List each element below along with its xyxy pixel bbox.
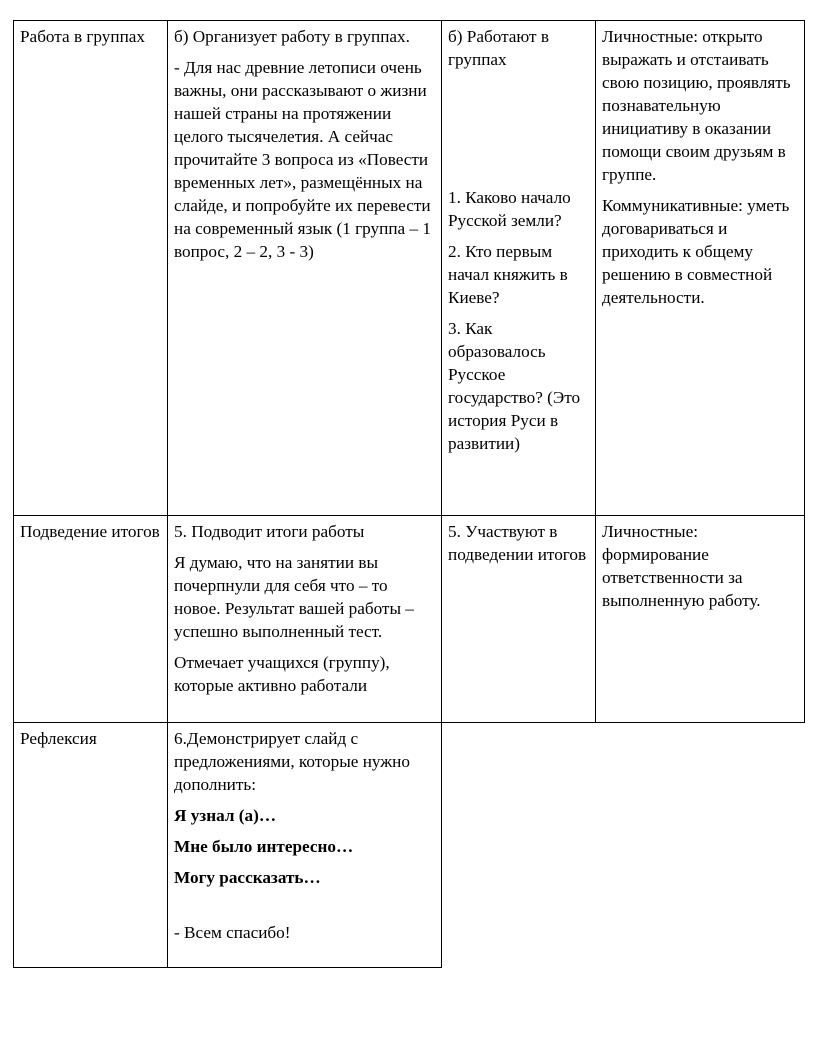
uud-communicative: Коммуникативные: уметь договариваться и приходить к общему решению в совместной деятельности. xyxy=(602,196,790,307)
uud-cell xyxy=(596,516,805,723)
student-activity-cell xyxy=(442,516,596,723)
teacher-text-2: Отмечает учащихся (группу), которые активно работали xyxy=(174,653,390,695)
sentence-prompt-1: Я узнал (а)… xyxy=(174,806,277,825)
teacher-intro: б) Организует работу в группах. xyxy=(174,27,410,46)
teacher-activity-cell xyxy=(168,21,442,516)
sentence-prompt-2: Мне было интересно… xyxy=(174,837,354,856)
stage-label: Работа в группах xyxy=(20,27,145,46)
students-intro: б) Работают в группах xyxy=(448,27,549,69)
uud-cell xyxy=(596,21,805,516)
teacher-text: - Для нас древние летописи очень важны, они рассказывают о жизни нашей страны на протяжении целого тысячелетия. А сейчас прочитайте 3 вопроса из «Повести временных лет», размещённых на слайде, и попробуйте их перевести на современный язык (1 группа – 1 вопрос, 2 – 2, 3 - 3) xyxy=(174,58,431,261)
table-row xyxy=(14,723,805,968)
teacher-intro: 5. Подводит итоги работы xyxy=(174,522,365,541)
teacher-activity-cell xyxy=(168,723,442,968)
teacher-text: Я думаю, что на занятии вы почерпнули для себя что – то новое. Результат вашей работы – успешно выполненный тест. xyxy=(174,553,414,641)
question-2: 2. Кто первым начал княжить в Киеве? xyxy=(448,242,568,307)
uud-personal: Личностные: открыто выражать и отстаивать свою позицию, проявлять познавательную инициативу в оказании помощи своим друзьям в группе. xyxy=(602,27,791,184)
lesson-plan-table xyxy=(13,20,805,968)
teacher-intro: 6.Демонстрирует слайд с предложениями, которые нужно дополнить: xyxy=(174,729,410,794)
students-intro: 5. Участвуют в подведении итогов xyxy=(448,522,587,564)
table-row xyxy=(14,21,805,516)
question-1: 1. Каково начало Русской земли? xyxy=(448,188,571,230)
stage-cell xyxy=(14,723,168,968)
teacher-activity-cell xyxy=(168,516,442,723)
stage-label: Рефлексия xyxy=(20,729,97,748)
stage-label: Подведение итогов xyxy=(20,522,160,541)
uud-personal: Личностные: формирование ответственности за выполненную работу. xyxy=(602,522,761,610)
stage-cell xyxy=(14,516,168,723)
sentence-prompt-3: Могу рассказать… xyxy=(174,868,321,887)
closing-text: - Всем спасибо! xyxy=(174,923,291,942)
question-3: 3. Как образовалось Русское государство? (Это история Руси в развитии) xyxy=(448,319,581,453)
stage-cell xyxy=(14,21,168,516)
table-row xyxy=(14,516,805,723)
student-activity-cell xyxy=(442,21,596,516)
empty-cell xyxy=(442,723,805,968)
